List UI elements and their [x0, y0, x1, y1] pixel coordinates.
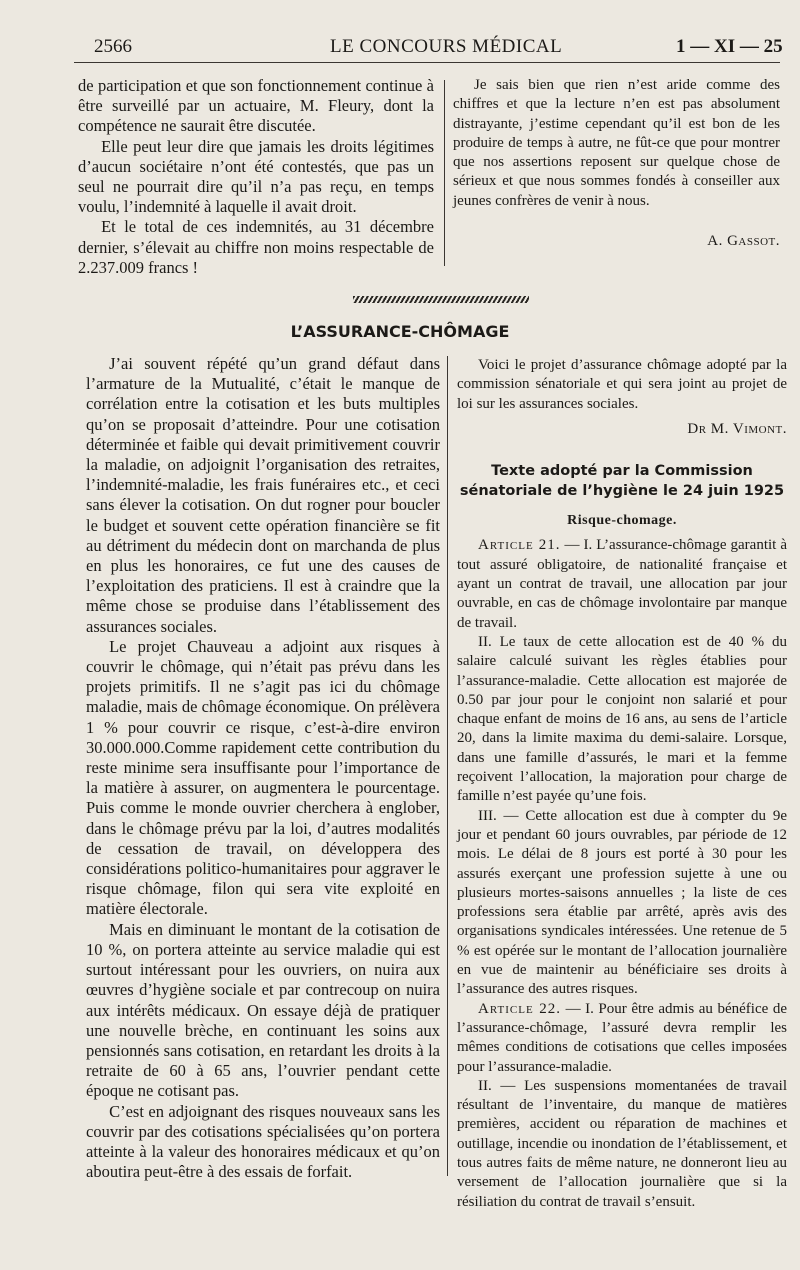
column-divider [447, 356, 448, 1176]
issue-date: 1 — XI — 25 [676, 36, 783, 57]
column-divider [444, 80, 445, 266]
paragraph: de participation et que son fonctionnement continue à être surveillé par un actuaire, M. Fleury, dont la compétence ne saurait être discutée. [78, 76, 434, 136]
paragraph: Le projet Chauveau a adjoint aux risques à couvrir le chômage, qui n’était pas prévu dans les projets primitifs. Il ne s’agit pas ici du chômage maladie, mais de chômage économique. On prélèvera 1 % pour couvrir ce risque, c’est-à-dire environ 30.000.000.Comme rapidement cette contribution du reste minime sera insuffisante pour l’importance de la matière à assurer, on augmentera le pourcentage. Puis comme le monde ouvrier cherchera à englober, dans le chômage prévu par la loi, d’autres modalités de cessation de travail, on développera des considérations politico-humanitaires pour aggraver le risque chômage, filon qui sera vite exploité en matière électorale. [86, 636, 440, 919]
article-label: Article 21. [478, 537, 561, 554]
article-text: — I. Pour être admis au bénéfice de l’assurance-chômage, l’assuré devra remplir les mêmes conditions de cotisations que celles imposées pour l’assurance-maladie. [457, 1000, 788, 1075]
header-rule [74, 62, 780, 63]
paragraph: Mais en diminuant le montant de la cotisation de 10 %, on portera atteinte au service maladie qui est surtout intéressant pour les ouvriers, on nuira aux œuvres d’hygiène sociale et par contrecoup on nuira aux intérêts médicaux. On essaye déjà de pratiquer une nouvelle brèche, en continuant les soins aux pensionnés sans cotisation, en retardant les droits à la retraite de 60 à 65 ans, l’ouvrier pendant cette époque ne cotisant pas. [86, 919, 440, 1101]
section-heading: Risque-chomage. [567, 513, 677, 529]
article-title: L’ASSURANCE-CHÔMAGE [290, 322, 510, 341]
main-left-column [86, 354, 440, 1182]
paragraph: C’est en adjoignant des risques nouveaux sans les couvrir par des cotisations spécialisées qu’on portera atteinte à la valeur des honoraires médicaux et qu’on aboutira peut-être à des essais de forfait. [86, 1101, 440, 1182]
article-21-paragraph-3: III. — Cette allocation est due à compter du 9e jour et pendant 60 jours ouvrables, par période de 12 mois. Le délai de 8 jours est porté à 30 pour les assurés exerçant une profession sujette à une ou plusieurs mortes-saisons annuelles ; la liste de ces professions sera établie par arrêté, après avis des organisations syndicales intéressées. Une retenue de 5 % est opérée sur le montant de l’allocation journalière en vue de maintenir au bénéficiaire ses droits à l’assurance des autres risques. [457, 807, 787, 998]
paragraph: Je sais bien que rien n’est aride comme des chiffres et que la lecture n’en est pas absolument distrayante, j’estime cependant qu’il est bon de les produire de temps à autre, ne fût-ce que pour montrer que nos assertions reposent sur quelque chose de sérieux et que nous sommes fondés à conseiller aux jeunes confrères de venir à nous. [453, 77, 780, 209]
paragraph: Elle peut leur dire que jamais les droits légitimes d’aucun sociétaire n’ont été contestés, que pas un seul ne pourrait dire qu’il n’a pas reçu, en temps voulu, l’indemnité à laquelle il avait droit. [78, 136, 434, 217]
commission-heading: Texte adopté par la Commission sénatoriale de l’hygiène le 24 juin 1925 [459, 463, 785, 500]
paragraph: Et le total de ces indemnités, au 31 décembre dernier, s’élevait au chiffre non moins respectable de 2.237.009 francs ! [78, 217, 434, 277]
article-22-paragraph-2: II. — Les suspensions momentanées de travail résultant de l’inventaire, du manque de matières premières, accident ou réparation de machines et outillage, incendie ou inondation de l’établissement, et tous autres faits de même nature, ne donneront lieu au versement de l’allocation journalière que si la résiliation du contrat de travail s’ensuit. [457, 1077, 787, 1210]
top-left-column [78, 76, 434, 278]
signature-vimont: Dr M. Vimont. [687, 420, 787, 437]
page-number: 2566 [94, 36, 132, 57]
signature-gassot: A. Gassot. [707, 233, 780, 250]
article-22-paragraph-1 [457, 1000, 787, 1077]
journal-title: LE CONCOURS MÉDICAL [330, 36, 563, 57]
ornamental-divider [353, 296, 529, 303]
paragraph: J’ai souvent répété qu’un grand défaut dans l’armature de la Mutualité, c’était le manque de corrélation entre la cotisation et les buts multiples qu’on se proposait d’atteindre. Pour une cotisation déterminée et faible qui devait primitivement couvrir la maladie, on adjoignit l’organisation des retraites, l’indemnité-maladie, les frais funéraires etc., et ceci sans élever la cotisation. On dut rogner pour boucler le budget et souvent cette opération financière se fit au détriment du médecin dont on marchanda de plus en plus les honoraires, ce fut une des causes de l’exploitation des praticiens. Il est à craindre que la même chose se produise dans l’établissement des assurances sociales. [86, 354, 440, 636]
article-21-paragraph-1 [457, 536, 787, 632]
article-text: — I. L’assurance-chômage garantit à tout assuré obligatoire, de nationalité française et ayant un contrat de travail, une allocation par jour ouvrable, en cas de chômage involontaire par manque de travail. [457, 537, 788, 631]
top-right-column [453, 76, 780, 251]
intro-paragraph: Voici le projet d’assurance chômage adopté par la commission sénatoriale et qui sera joint au projet de loi sur les assurances sociales. [457, 357, 787, 412]
article-21-paragraph-2: II. Le taux de cette allocation est de 40 % du salaire calculé suivant les règles établies pour l’assurance-maladie. Cette allocation est majorée de 0.50 par jour pour le conjoint non salarié et pour chaque enfant de moins de 16 ans, au sens de l’article 20, dans la limite maxima du demi-salaire. Lorsque, dans une famille d’assurés, le mari et la femme reçoivent l’allocation, la majoration pour charge de famille n’est payée qu’une fois. [457, 633, 787, 805]
main-right-column [457, 356, 787, 1212]
article-label: Article 22. [478, 1000, 561, 1017]
